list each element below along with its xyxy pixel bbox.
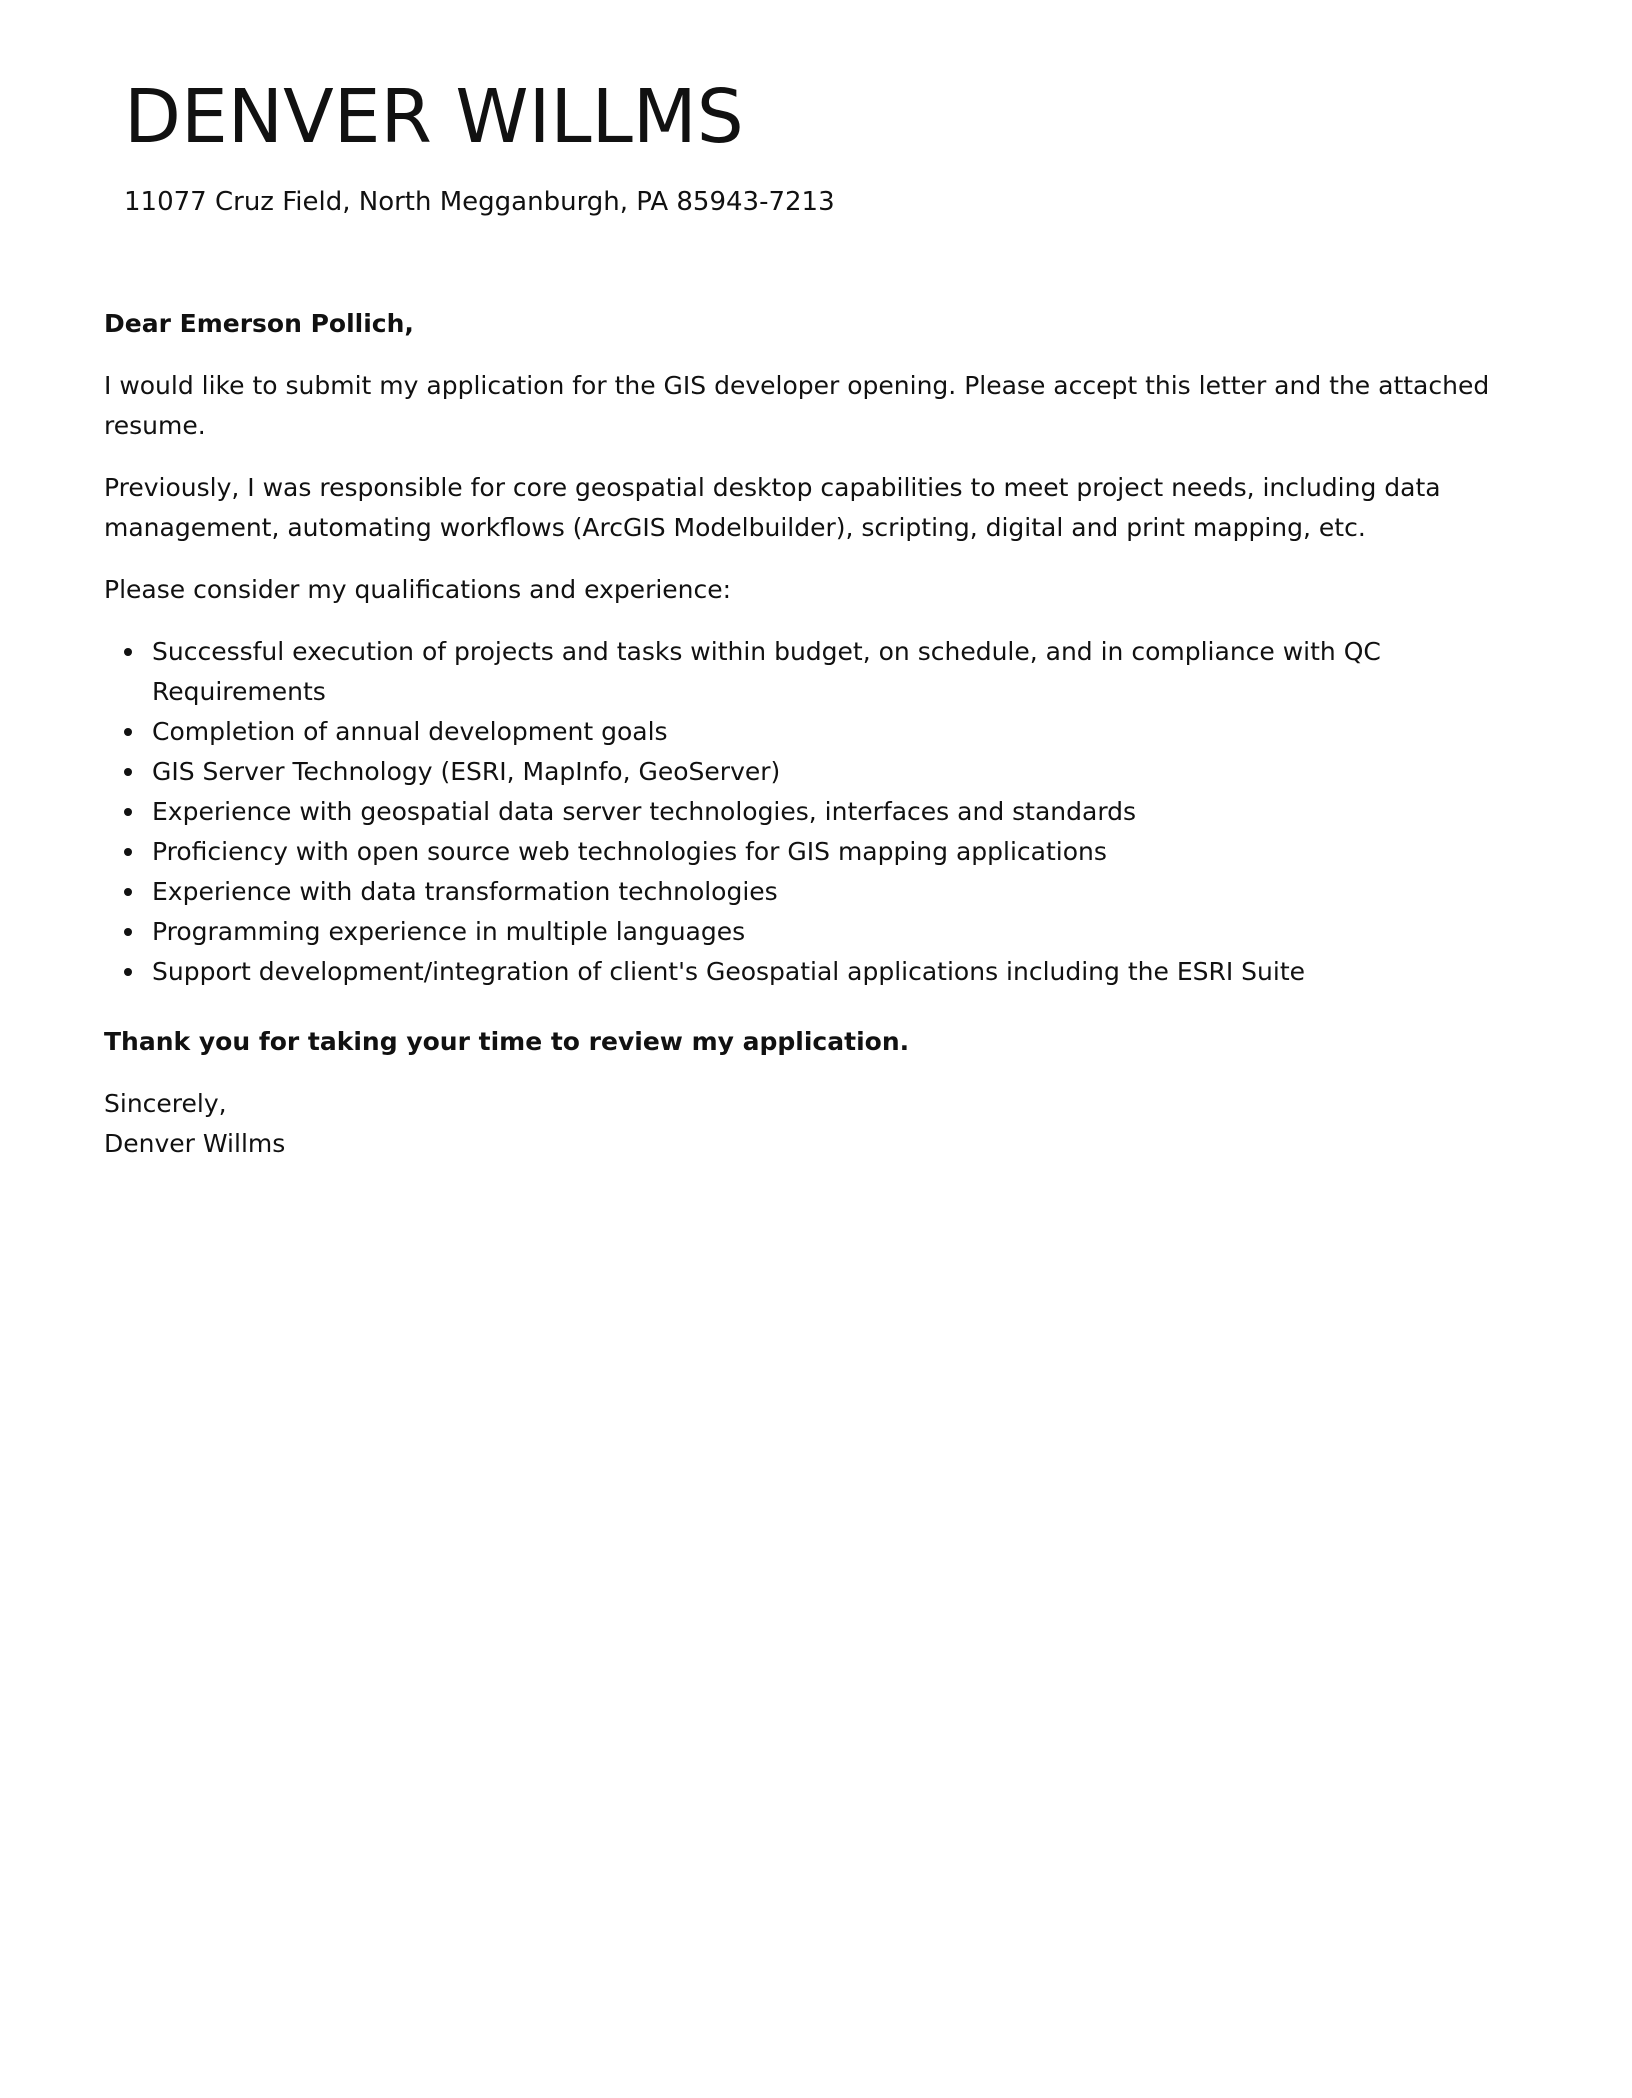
closing: Sincerely, bbox=[104, 1089, 227, 1118]
letter-body bbox=[104, 304, 1534, 1164]
consider-paragraph: Please consider my qualifications and experience: bbox=[104, 575, 732, 604]
list-item bbox=[152, 872, 1534, 912]
list-item-text: Proficiency with open source web technologies for GIS mapping applications bbox=[152, 837, 1107, 866]
previous-experience-paragraph: Previously, I was responsible for core geospatial desktop capabilities to meet project needs, including data management, automating workflows (ArcGIS Modelbuilder), scripting, digital and print mapping, etc. bbox=[104, 473, 1441, 542]
list-item bbox=[152, 952, 1534, 992]
bullet-icon bbox=[124, 888, 132, 896]
bullet-icon bbox=[124, 928, 132, 936]
signature: Denver Willms bbox=[104, 1129, 286, 1158]
list-item bbox=[152, 832, 1534, 872]
list-item-text: Completion of annual development goals bbox=[152, 717, 668, 746]
intro-paragraph: I would like to submit my application for the GIS developer opening. Please accept this letter and the attached resume. bbox=[104, 371, 1490, 440]
applicant-name: DENVER WILLMS bbox=[124, 74, 744, 160]
list-item bbox=[152, 912, 1534, 952]
bullet-icon bbox=[124, 728, 132, 736]
bullet-icon bbox=[124, 648, 132, 656]
thanks-paragraph: Thank you for taking your time to review my application. bbox=[104, 1027, 910, 1056]
qualifications-list bbox=[104, 632, 1534, 992]
list-item-text: Successful execution of projects and tasks within budget, on schedule, and in compliance with QC Requirements bbox=[152, 637, 1381, 706]
letter-header bbox=[124, 72, 835, 220]
list-item-text: Experience with data transformation technologies bbox=[152, 877, 778, 906]
list-item-text: Programming experience in multiple languages bbox=[152, 917, 746, 946]
list-item-text: Experience with geospatial data server technologies, interfaces and standards bbox=[152, 797, 1137, 826]
list-item bbox=[152, 752, 1534, 792]
bullet-icon bbox=[124, 848, 132, 856]
applicant-address: 11077 Cruz Field, North Megganburgh, PA 85943-7213 bbox=[124, 187, 835, 217]
list-item bbox=[152, 712, 1534, 752]
salutation: Dear Emerson Pollich, bbox=[104, 309, 414, 338]
bullet-icon bbox=[124, 968, 132, 976]
bullet-icon bbox=[124, 768, 132, 776]
list-item bbox=[152, 632, 1534, 712]
list-item bbox=[152, 792, 1534, 832]
bullet-icon bbox=[124, 808, 132, 816]
list-item-text: GIS Server Technology (ESRI, MapInfo, GeoServer) bbox=[152, 757, 781, 786]
list-item-text: Support development/integration of client's Geospatial applications including the ESRI Suite bbox=[152, 957, 1306, 986]
